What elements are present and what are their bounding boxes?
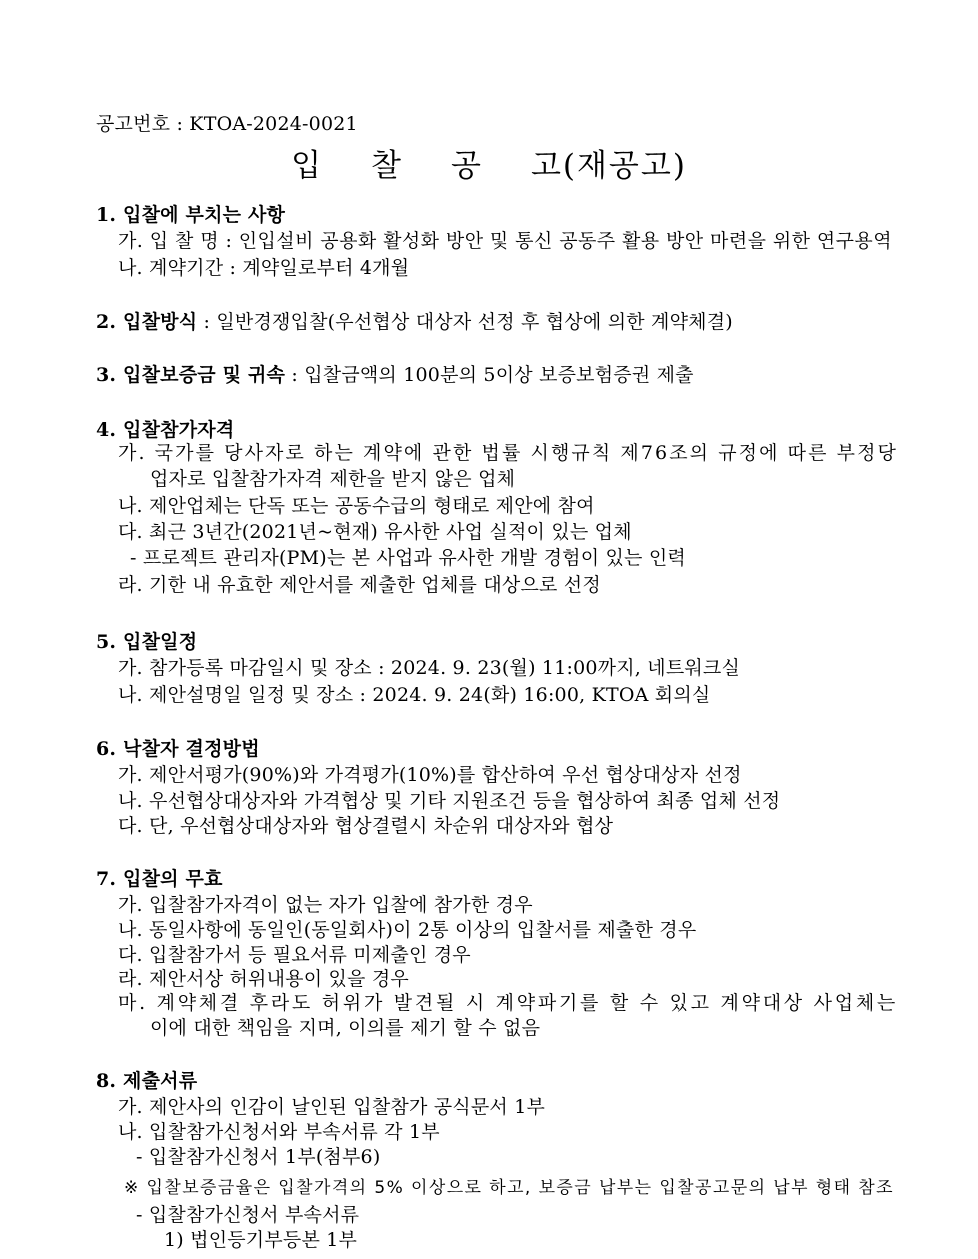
section-7-item-e: 마. 계약체결 후라도 허위가 발견될 시 계약파기를 할 수 있고 계약대상 사업체는 xyxy=(118,992,898,1014)
section-8-item-b-sub1: - 입찰참가신청서 1부(첨부6) xyxy=(136,1146,381,1168)
section-3-heading: 3. 입찰보증금 및 귀속 xyxy=(96,364,286,386)
section-6-item-b: 나. 우선협상대상자와 가격협상 및 기타 지원조건 등을 협상하여 최종 업체 선정 xyxy=(118,790,781,812)
section-4-item-b: 나. 제안업체는 단독 또는 공동수급의 형태로 제안에 참여 xyxy=(118,495,595,517)
title-char-2: 찰 xyxy=(371,148,403,184)
section-2-text: : 일반경쟁입찰(우선협상 대상자 선정 후 협상에 의한 계약체결) xyxy=(197,311,733,333)
section-7-item-b: 나. 동일사항에 동일인(동일회사)이 2통 이상의 입찰서를 제출한 경우 xyxy=(118,919,697,941)
section-1-item-a: 가. 입 찰 명 : 인입설비 공용화 활성화 방안 및 통신 공동주 활용 방안 마련을 위한 연구용역 xyxy=(118,230,892,252)
section-8-item-b-sub2-1: 1) 법인등기부등본 1부 xyxy=(164,1229,358,1251)
section-7-item-a: 가. 입찰참가자격이 없는 자가 입찰에 참가한 경우 xyxy=(118,894,533,916)
section-4-item-a-cont: 업자로 입찰참가자격 제한을 받지 않은 업체 xyxy=(150,468,516,490)
notice-number: 공고번호 : KTOA-2024-0021 xyxy=(96,113,358,135)
section-8-item-b-sub2: - 입찰참가신청서 부속서류 xyxy=(136,1204,360,1226)
section-3-line xyxy=(96,363,694,387)
section-8-item-a: 가. 제안사의 인감이 날인된 입찰참가 공식문서 1부 xyxy=(118,1096,546,1118)
section-4-item-c: 다. 최근 3년간(2021년~현재) 유사한 사업 실적이 있는 업체 xyxy=(118,521,632,543)
section-1-item-b: 나. 계약기간 : 계약일로부터 4개월 xyxy=(118,257,410,279)
section-4-item-a: 가. 국가를 당사자로 하는 계약에 관한 법률 시행규칙 제76조의 규정에 따른 부정당 xyxy=(118,442,898,464)
section-7-heading: 7. 입찰의 무효 xyxy=(96,868,223,890)
section-5-heading: 5. 입찰일정 xyxy=(96,631,198,653)
section-7-item-d: 라. 제안서상 허위내용이 있을 경우 xyxy=(118,968,409,990)
section-6-item-c: 다. 단, 우선협상대상자와 협상결렬시 차순위 대상자와 협상 xyxy=(118,815,614,837)
section-5-item-b: 나. 제안설명일 일정 및 장소 : 2024. 9. 24(화) 16:00, KTOA 회의실 xyxy=(118,684,711,706)
section-2-heading: 2. 입찰방식 xyxy=(96,311,198,333)
section-4-item-c-sub: - 프로젝트 관리자(PM)는 본 사업과 유사한 개발 경험이 있는 인력 xyxy=(130,547,686,569)
section-8-heading: 8. 제출서류 xyxy=(96,1070,198,1092)
section-7-item-e-cont: 이에 대한 책임을 지며, 이의를 제기 할 수 없음 xyxy=(150,1017,541,1039)
section-3-text: : 입찰금액의 100분의 5이상 보증보험증권 제출 xyxy=(285,364,694,386)
page-title xyxy=(0,146,978,186)
section-6-heading: 6. 낙찰자 결정방법 xyxy=(96,738,260,760)
section-8-note: ※ 입찰보증금율은 입찰가격의 5% 이상으로 하고, 보증금 납부는 입찰공고문의 납부 형태 참조 xyxy=(124,1178,894,1198)
section-4-heading: 4. 입찰참가자격 xyxy=(96,419,235,441)
section-6-item-a: 가. 제안서평가(90%)와 가격평가(10%)를 합산하여 우선 협상대상자 선정 xyxy=(118,764,742,786)
section-8-item-b: 나. 입찰참가신청서와 부속서류 각 1부 xyxy=(118,1121,440,1143)
title-char-4: 고(재공고) xyxy=(530,148,687,184)
section-5-item-a: 가. 참가등록 마감일시 및 장소 : 2024. 9. 23(월) 11:00까지, 네트워크실 xyxy=(118,657,741,679)
section-4-item-d: 라. 기한 내 유효한 제안서를 제출한 업체를 대상으로 선정 xyxy=(118,574,601,596)
section-2-line xyxy=(96,310,733,334)
section-1-heading: 1. 입찰에 부치는 사항 xyxy=(96,204,286,226)
section-7-item-c: 다. 입찰참가서 등 필요서류 미제출인 경우 xyxy=(118,944,471,966)
title-char-3: 공 xyxy=(450,148,483,184)
title-char-1: 입 xyxy=(291,148,324,184)
